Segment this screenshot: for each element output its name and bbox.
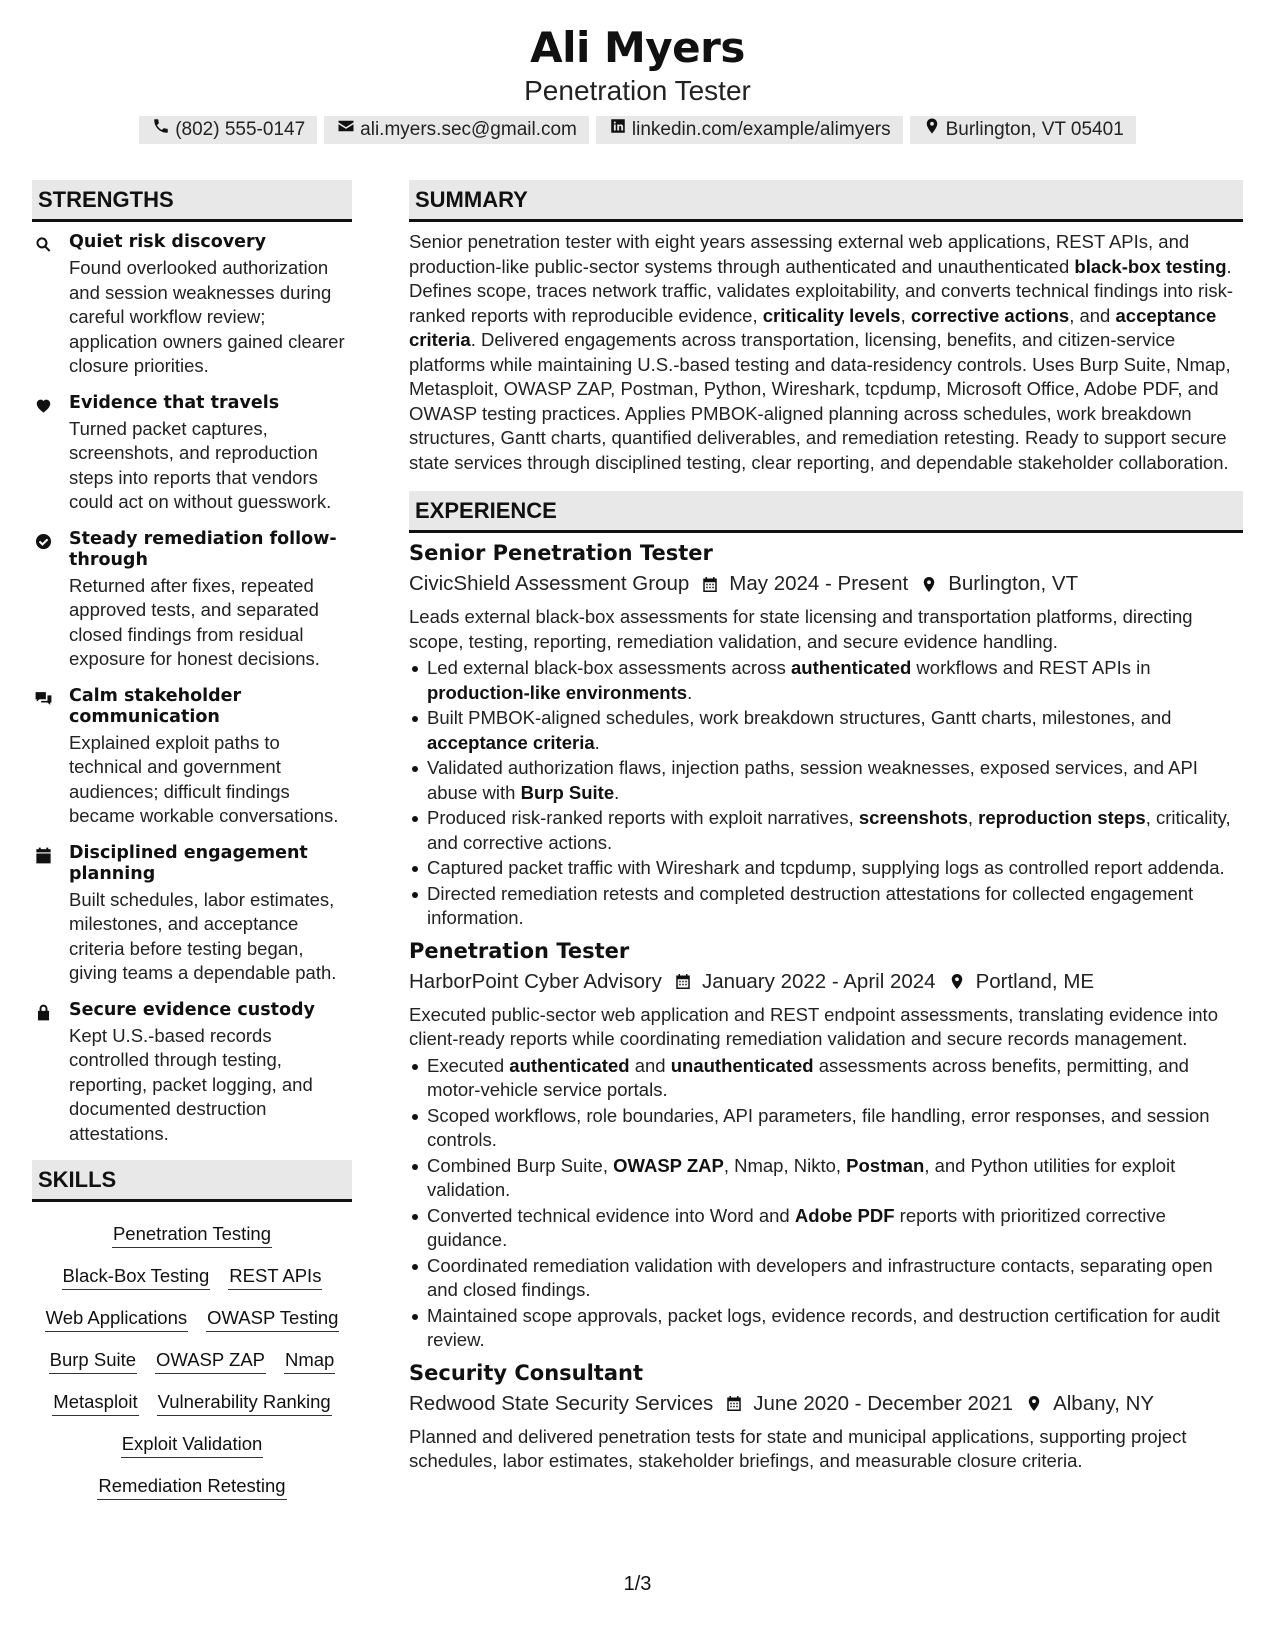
text-segment: assessments across benefits, permitting, and motor-vehicle service portals. <box>427 1054 1189 1100</box>
job-dates: June 2020 - December 2021 <box>753 1391 1014 1415</box>
strength-item <box>32 1000 352 1147</box>
strength-description: Returned after fixes, repeated approved tests, and separated closed findings from residual exposure for honest decisions. <box>69 574 320 669</box>
skill-row <box>32 1388 352 1416</box>
text-segment: Senior penetration tester with eight years assessing external web applications, REST APIs, and production-like public-sector systems through authenticated and unauthenticated <box>409 231 1190 277</box>
comments-icon <box>32 686 69 829</box>
list-item <box>409 706 1243 755</box>
job-title: Security Consultant <box>409 1360 643 1385</box>
skill-tag: Web Applications <box>45 1304 189 1332</box>
text-segment: , Nmap, Nikto, <box>723 1154 847 1176</box>
strength-title: Secure evidence custody <box>69 999 315 1020</box>
list-item <box>409 1254 1243 1303</box>
text-segment: Led external black-box assessments across <box>427 657 792 678</box>
company-name: CivicShield Assessment Group <box>409 572 690 595</box>
list-item <box>409 856 1243 881</box>
emphasis-text: reproduction steps <box>978 807 1146 828</box>
list-item <box>409 1104 1243 1153</box>
job-dates: January 2022 - April 2024 <box>701 969 936 993</box>
skill-row <box>32 1472 352 1500</box>
strength-item <box>32 393 352 515</box>
company-name: HarborPoint Cyber Advisory <box>409 969 662 993</box>
emphasis-text: corrective actions <box>910 304 1070 326</box>
list-item <box>409 656 1243 705</box>
strength-title: Calm stakeholder communication <box>69 685 242 727</box>
contact-phone[interactable] <box>139 116 317 144</box>
list-item <box>409 1304 1243 1353</box>
text-segment: workflows and REST APIs in <box>911 657 1151 678</box>
skill-row <box>32 1346 352 1374</box>
emphasis-text: Postman <box>846 1154 925 1176</box>
skill-tag: Exploit Validation <box>121 1430 264 1458</box>
strengths-heading: STRENGTHS <box>32 180 352 222</box>
strength-item <box>32 686 352 829</box>
strength-body <box>69 686 352 829</box>
list-item <box>409 1204 1243 1253</box>
list-item <box>409 1054 1243 1103</box>
calendar-icon <box>701 575 719 594</box>
job-meta <box>409 1389 1243 1419</box>
text-segment: , and Python utilities for exploit validation. <box>427 1154 1176 1200</box>
strength-item <box>32 843 352 986</box>
skills-heading: SKILLS <box>32 1160 352 1202</box>
job-entry <box>409 539 1243 931</box>
strength-item <box>32 232 352 379</box>
map-marker-icon <box>948 972 966 991</box>
job-description: Leads external black-box assessments for state licensing and transportation platforms, directing scope, testing, reporting, remediation validation, and secure evidence handling. <box>409 606 1193 652</box>
text-segment: Validated authorization flaws, injection paths, session weaknesses, exposed services, and API abuse with <box>427 757 1198 803</box>
emphasis-text: authenticated <box>509 1054 630 1076</box>
summary-heading: SUMMARY <box>409 180 1243 222</box>
skill-tag: Remediation Retesting <box>97 1472 286 1500</box>
strength-description: Built schedules, labor estimates, milestones, and acceptance criteria before testing began, giving teams a dependable path. <box>69 888 337 983</box>
linkedin-text: linkedin.com/example/alimyers <box>631 119 891 140</box>
text-segment: Executed <box>427 1054 510 1076</box>
resume-header <box>0 22 1275 144</box>
location-text: Burlington, VT 05401 <box>945 119 1124 140</box>
phone-text: (802) 555-0147 <box>175 119 306 140</box>
list-item <box>409 806 1243 855</box>
job-description: Executed public-sector web application and REST endpoint assessments, translating evidence into client-ready reports while coordinating remediation validation and secure records management. <box>409 1003 1218 1049</box>
skill-tag: Penetration Testing <box>112 1220 272 1248</box>
text-segment: Scoped workflows, role boundaries, API parameters, file handling, error responses, and session controls. <box>427 1104 1210 1150</box>
search-icon <box>32 232 69 379</box>
emphasis-text: acceptance criteria <box>409 304 1217 350</box>
text-segment: , <box>967 807 979 828</box>
strength-title: Quiet risk discovery <box>69 232 267 252</box>
text-segment: . <box>687 681 693 703</box>
map-marker-icon <box>1025 1394 1043 1413</box>
contact-bar <box>0 116 1275 144</box>
emphasis-text: Adobe PDF <box>794 1204 895 1226</box>
strength-body <box>69 529 352 672</box>
strength-description: Turned packet captures, screenshots, and reproduction steps into reports that vendors could act on without guesswork. <box>69 417 332 512</box>
text-segment: Converted technical evidence into Word and <box>427 1204 795 1226</box>
contact-linkedin[interactable] <box>596 116 903 144</box>
emphasis-text: unauthenticated <box>670 1054 814 1076</box>
text-segment: . Defines scope, traces network traffic, validates exploitability, and converts technical findings into risk-ranked reports with reproducible evidence, <box>409 255 1233 326</box>
skills-list <box>32 1220 352 1500</box>
check-circle-icon <box>32 529 69 672</box>
job-entry <box>409 1359 1243 1474</box>
calendar-icon <box>32 843 69 986</box>
text-segment: Maintained scope approvals, packet logs, evidence records, and destruction certification for audit review. <box>427 1304 1220 1350</box>
text-segment: . Delivered engagements across transportation, licensing, benefits, and citizen-service platforms while maintaining U.S.-based testing and data-residency controls. Uses Burp Suite, Nmap, Metasploit, OWASP ZAP, Postman, Python, Wireshark, tcpdump, Microsoft Office, Adobe PDF, and OWASP testing practices. Applies PMBOK-aligned planning across schedules, work breakdown structures, Gantt charts, quantified deliverables, and remediation retesting. Ready to support secure state services through disciplined testing, clear reporting, and dependable stakeholder collaboration. <box>409 329 1231 473</box>
strength-title: Disciplined engagement planning <box>69 842 308 884</box>
job-title: Penetration Tester <box>409 938 630 963</box>
text-segment: Directed remediation retests and completed destruction attestations for collected engagement information. <box>427 882 1194 928</box>
job-bullets <box>409 1054 1243 1353</box>
skill-tag: Metasploit <box>52 1388 138 1416</box>
strength-description: Found overlooked authorization and session weaknesses during careful workflow review; application owners gained clearer closure priorities. <box>69 257 345 376</box>
skill-row <box>32 1430 352 1458</box>
heart-icon <box>32 393 69 515</box>
phone-icon <box>152 116 170 144</box>
strength-body <box>69 843 352 986</box>
summary-text <box>409 230 1243 475</box>
skill-tag: Vulnerability Ranking <box>157 1388 332 1416</box>
map-marker-icon <box>923 116 941 144</box>
candidate-title: Penetration Tester <box>524 75 751 106</box>
linkedin-icon <box>609 116 627 144</box>
emphasis-text: production-like environments <box>427 681 688 703</box>
job-meta <box>409 569 1243 599</box>
envelope-icon <box>337 116 355 144</box>
strength-description: Kept U.S.-based records controlled through testing, reporting, packet logging, and documented destruction attestations. <box>69 1024 313 1144</box>
experience-heading: EXPERIENCE <box>409 491 1243 533</box>
text-segment: Combined Burp Suite, <box>427 1154 614 1176</box>
contact-email[interactable] <box>324 116 589 144</box>
job-location: Burlington, VT <box>948 572 1079 595</box>
skill-row <box>32 1262 352 1290</box>
job-dates: May 2024 - Present <box>729 572 909 595</box>
text-segment: Coordinated remediation validation with developers and infrastructure contacts, separating open and closed findings. <box>427 1254 1213 1300</box>
calendar-icon <box>674 972 692 991</box>
strength-body <box>69 232 352 379</box>
jobs-list <box>409 539 1243 1474</box>
emphasis-text: criticality levels <box>762 304 901 326</box>
text-segment: and <box>629 1054 671 1076</box>
text-segment: Built PMBOK-aligned schedules, work breakdown structures, Gantt charts, milestones, and <box>427 707 1172 728</box>
text-segment: reports with prioritized corrective guidance. <box>427 1204 1166 1250</box>
emphasis-text: black-box testing <box>1074 255 1227 277</box>
company-name: Redwood State Security Services <box>409 1391 714 1415</box>
strength-description: Explained exploit paths to technical and government audiences; difficult findings became workable conversations. <box>69 731 339 826</box>
job-bullets <box>409 656 1243 931</box>
strength-title: Steady remediation follow-through <box>69 528 337 570</box>
page-number: 1/3 <box>623 1573 652 1595</box>
skill-tag: Black-Box Testing <box>62 1262 211 1290</box>
contact-location <box>910 116 1136 144</box>
job-location: Albany, NY <box>1053 1391 1155 1415</box>
job-entry <box>409 937 1243 1353</box>
skill-tag: OWASP ZAP <box>155 1346 266 1374</box>
list-item <box>409 1154 1243 1203</box>
skill-row <box>32 1220 352 1248</box>
text-segment: , <box>900 304 911 326</box>
text-segment: Produced risk-ranked reports with exploit narratives, <box>427 807 859 828</box>
email-text: ali.myers.sec@gmail.com <box>360 119 577 140</box>
strength-item <box>32 529 352 672</box>
strengths-list <box>32 232 352 1146</box>
job-meta <box>409 967 1243 997</box>
skill-tag: REST APIs <box>228 1262 322 1290</box>
list-item <box>409 756 1243 805</box>
text-segment: , and <box>1069 304 1116 326</box>
job-title: Senior Penetration Tester <box>409 541 713 565</box>
emphasis-text: acceptance criteria <box>427 731 595 753</box>
right-column <box>409 180 1243 1474</box>
text-segment: Captured packet traffic with Wireshark and tcpdump, supplying logs as controlled report addenda. <box>427 857 1225 878</box>
strength-title: Evidence that travels <box>69 392 280 413</box>
candidate-name: Ali Myers <box>530 23 745 72</box>
left-column <box>32 180 352 1514</box>
emphasis-text: Burp Suite <box>520 781 615 803</box>
job-location: Portland, ME <box>975 969 1095 993</box>
emphasis-text: OWASP ZAP <box>613 1154 724 1176</box>
strength-body <box>69 1000 352 1147</box>
text-segment: , criticality, and corrective actions. <box>427 807 1231 853</box>
map-marker-icon <box>920 575 938 594</box>
skill-tag: Burp Suite <box>49 1346 137 1374</box>
emphasis-text: screenshots <box>858 807 968 828</box>
text-segment: . <box>594 731 600 753</box>
skill-tag: OWASP Testing <box>206 1304 339 1332</box>
calendar-icon <box>725 1394 743 1413</box>
job-description: Planned and delivered penetration tests for state and municipal applications, supporting project schedules, labor estimates, stakeholder briefings, and measurable closure criteria. <box>409 1425 1187 1471</box>
skill-tag: Nmap <box>284 1346 335 1374</box>
list-item <box>409 882 1243 931</box>
skill-row <box>32 1304 352 1332</box>
text-segment: . <box>614 781 620 803</box>
strength-body <box>69 393 352 515</box>
emphasis-text: authenticated <box>791 657 912 678</box>
lock-icon <box>32 1000 69 1147</box>
